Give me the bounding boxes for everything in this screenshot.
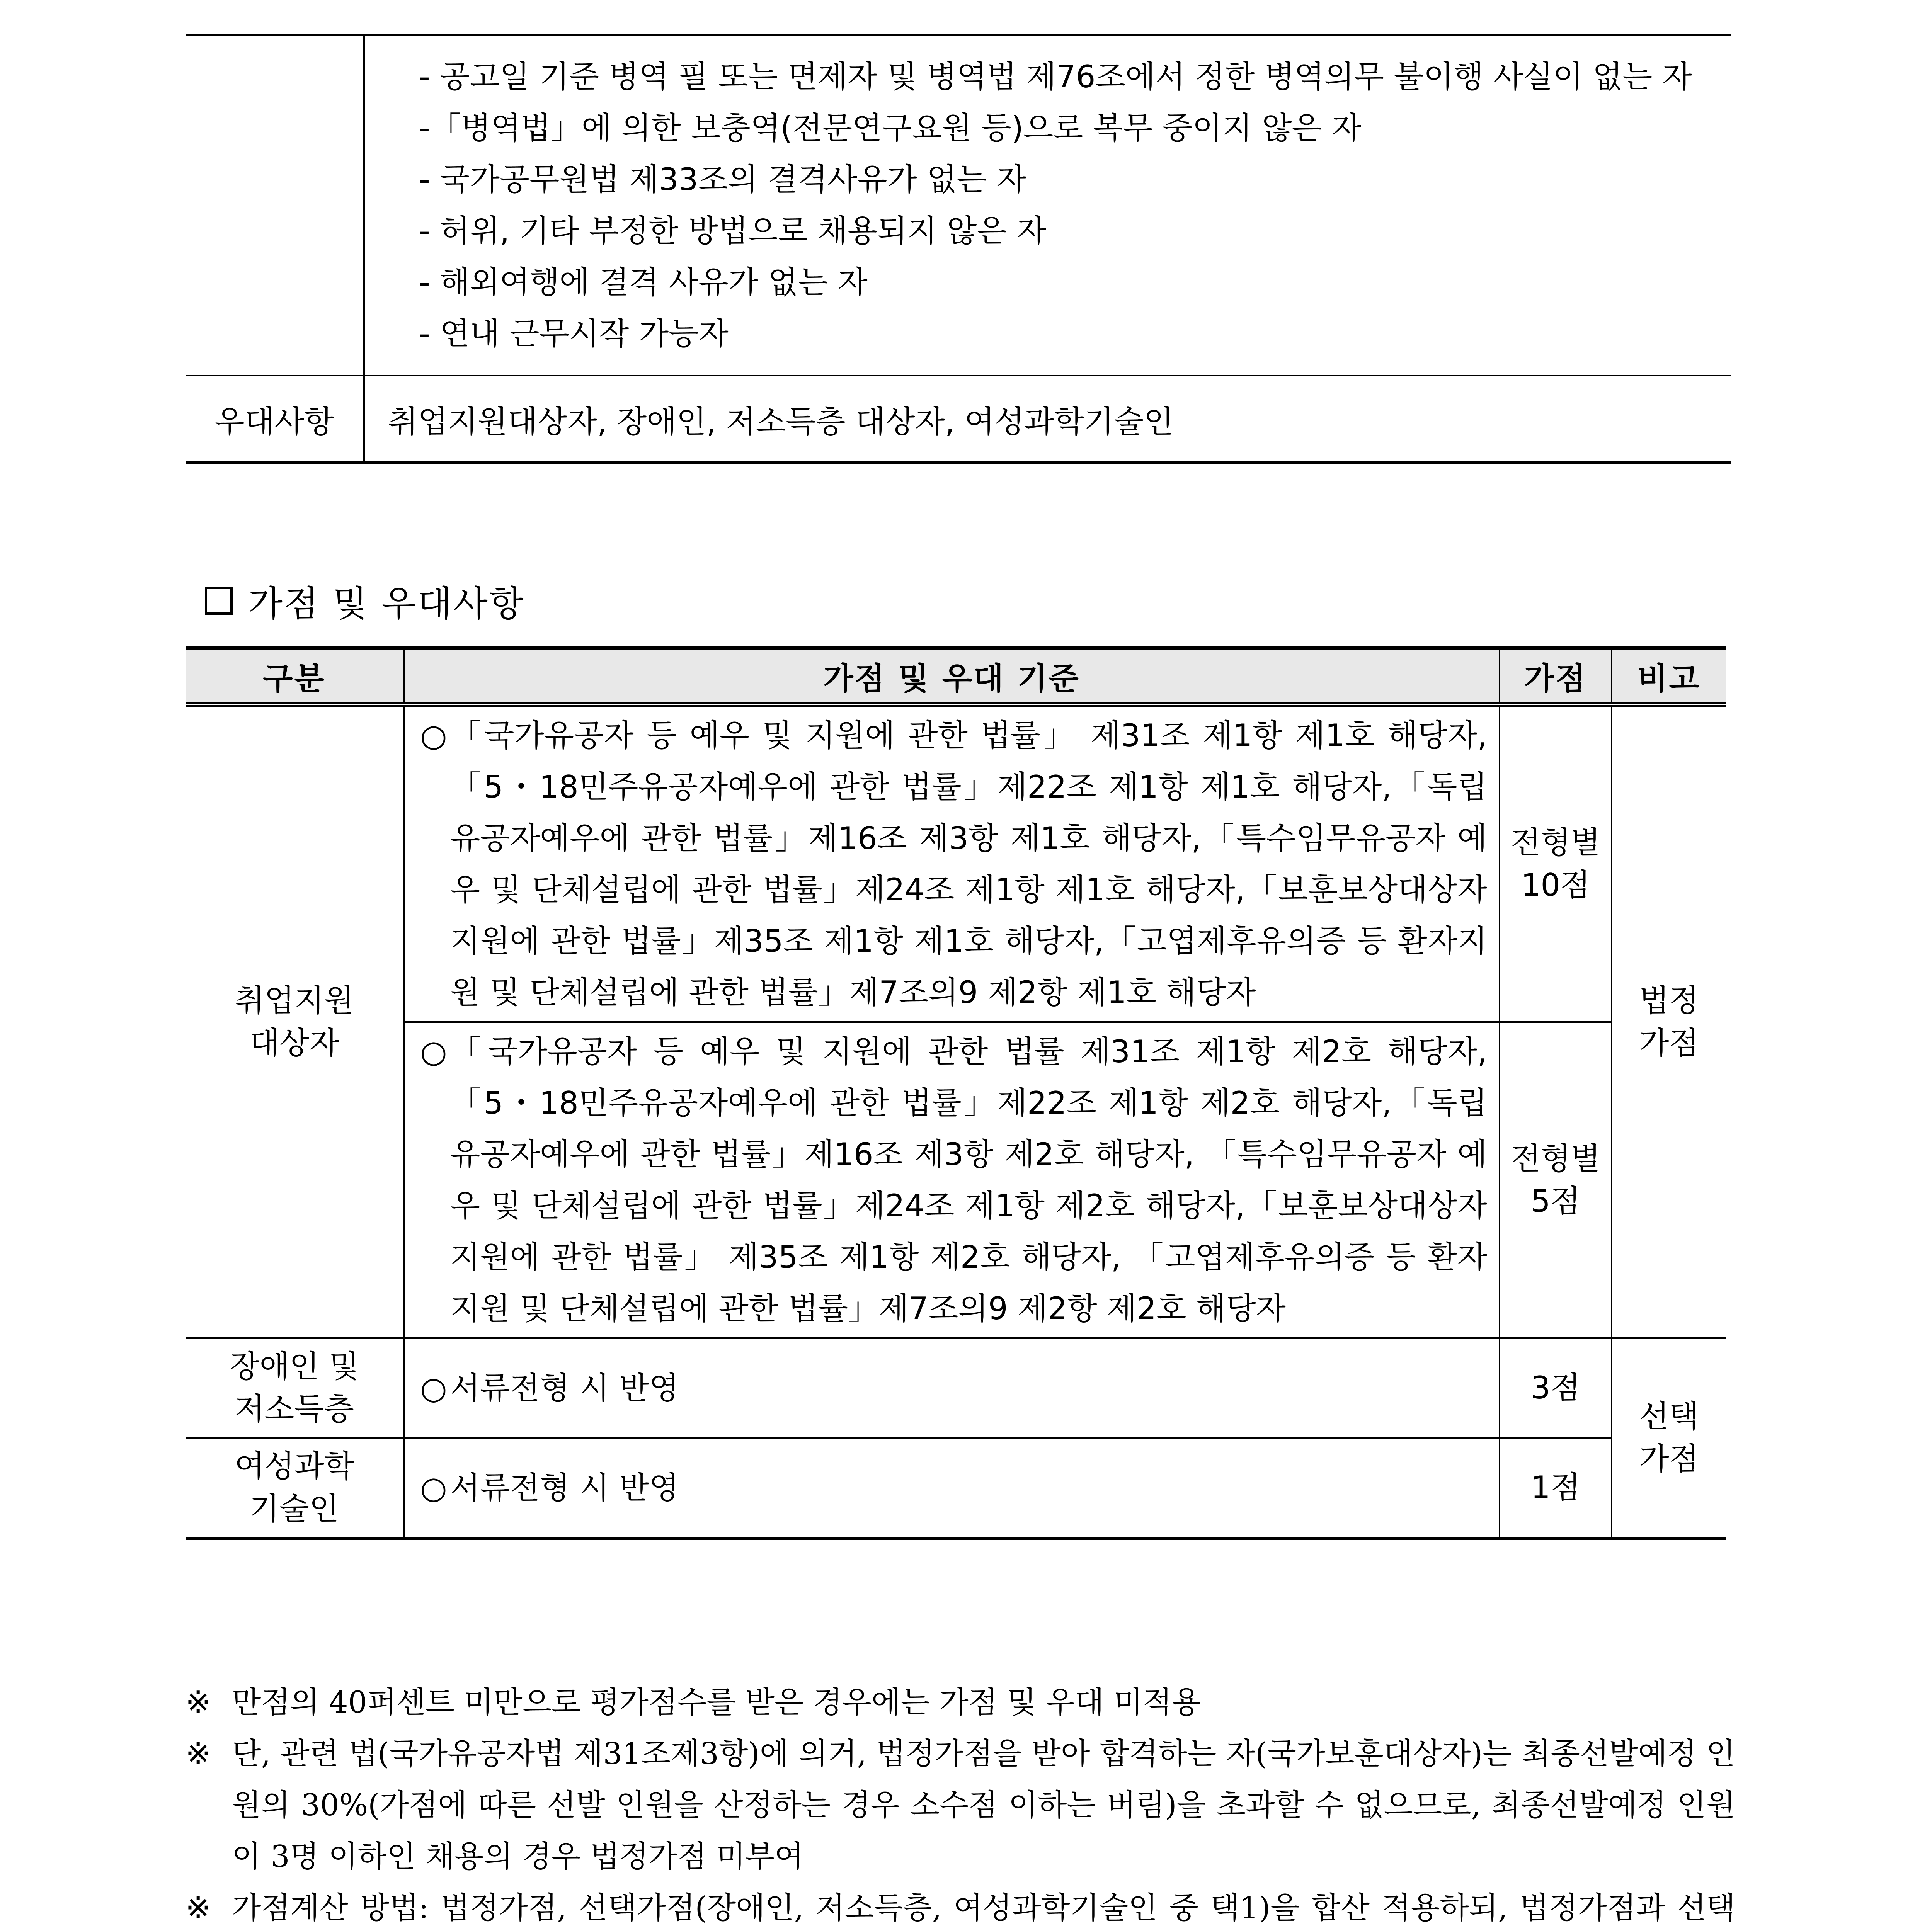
header-criteria: 가점 및 우대 기준 xyxy=(404,648,1500,704)
category-line: 대상자 xyxy=(249,1025,339,1061)
note xyxy=(186,1883,1735,1932)
criteria-item xyxy=(420,1362,1487,1414)
list-item: - 허위, 기타 부정한 방법으로 채용되지 않은 자 xyxy=(419,213,1047,249)
category-women-scientists xyxy=(186,1438,404,1538)
eligibility-label-cell xyxy=(186,35,364,376)
remark-line: 법정 xyxy=(1639,983,1699,1019)
note xyxy=(186,1728,1735,1883)
criteria-item xyxy=(420,1026,1487,1334)
note xyxy=(186,1677,1735,1728)
category-line: 저소득층 xyxy=(234,1391,354,1427)
category-line: 기술인 xyxy=(249,1491,339,1527)
note-text: 가점계산 방법: 법정가점, 선택가점(장애인, 저소득층, 여성과학기술인 중 택1)을 합산 적용하되, 법정가점과 선택 xyxy=(232,1891,1735,1925)
points-line: 10점 xyxy=(1521,867,1590,903)
remark-optional xyxy=(1612,1338,1726,1538)
note-text: 단, 관련 법(국가유공자법 제31조제3항)에 의거, 법정가점을 받아 합격하는 자(국가보훈대상자)는 최종선발예정 인원의 30%(가점에 따른 선발 인원을 산정하는 경우 소수점 이하는 버림)을 초과할 수 없으므로, 최종선발예정 인원이 3명 이하인 채용의 경우 법정가점 미부여 xyxy=(232,1736,1735,1874)
bullet-icon: ○ xyxy=(420,1370,447,1406)
points-line: 5점 xyxy=(1530,1183,1581,1219)
bullet-icon: ○ xyxy=(420,718,447,753)
criteria-text: 「국가유공자 등 예우 및 지원에 관한 법률 제31조 제1항 제2호 해당자,「5・18민주유공자예우에 관한 법률」제22조 제1항 제2호 해당자,「독립유공자예우에 관한 법률」제16조 제3항 제2호 해당자, 「특수임무유공자 예우 및 단체설립에 관한 법률」제24조 제1항 제2호 해당자,「보훈보상대상자지원에 관한 법률」 제35조 제1항 제2호 해당자, 「고엽제후유의증 등 환자지원 및 단체설립에 관한 법률」제7조의9 제2항 제2호 해당자 xyxy=(450,1034,1487,1327)
points-line: 전형별 xyxy=(1511,825,1600,861)
table-row xyxy=(186,704,1726,1022)
category-disabled-lowincome xyxy=(186,1338,404,1438)
checkbox-icon xyxy=(205,587,233,615)
remark-line: 가점 xyxy=(1639,1025,1699,1061)
preference-text: 취업지원대상자, 장애인, 저소득층 대상자, 여성과학기술인 xyxy=(364,376,1731,463)
points-cell: 3점 xyxy=(1500,1338,1612,1438)
note-text: 만점의 40퍼센트 미만으로 평가점수를 받은 경우에는 가점 및 우대 미적용 xyxy=(232,1685,1201,1720)
section-title: 가점 및 우대사항 xyxy=(248,583,525,624)
header-points: 가점 xyxy=(1500,648,1612,704)
points-cell xyxy=(1500,704,1612,1022)
criteria-text: 서류전형 시 반영 xyxy=(450,1370,679,1406)
preference-label: 우대사항 xyxy=(186,376,364,463)
header-remarks: 비고 xyxy=(1612,648,1726,704)
list-item: - 공고일 기준 병역 필 또는 면제자 및 병역법 제76조에서 정한 병역의무 불이행 사실이 없는 자 xyxy=(419,59,1692,95)
section-heading xyxy=(205,576,525,626)
table-header-row xyxy=(186,648,1726,704)
list-item: - 국가공무원법 제33조의 결격사유가 없는 자 xyxy=(419,162,1026,197)
list-item: -「병역법」에 의한 보충역(전문연구요원 등)으로 복무 중이지 않은 자 xyxy=(419,110,1362,146)
criteria-cell xyxy=(404,1438,1500,1538)
reference-mark-icon: ※ xyxy=(186,1891,211,1925)
reference-mark-icon: ※ xyxy=(186,1685,211,1720)
criteria-text: 서류전형 시 반영 xyxy=(450,1469,679,1506)
notes xyxy=(186,1677,1735,1932)
category-line: 여성과학 xyxy=(234,1448,354,1484)
category-line: 장애인 및 xyxy=(230,1349,359,1384)
table-row xyxy=(186,1022,1726,1338)
preference-row xyxy=(186,376,1731,463)
table-row xyxy=(186,1338,1726,1438)
category-employment-support xyxy=(186,704,404,1338)
table-row xyxy=(186,1438,1726,1538)
bonus-points-table xyxy=(186,646,1726,1540)
eligibility-list-cell xyxy=(364,35,1731,376)
category-line: 취업지원 xyxy=(234,983,354,1019)
criteria-item xyxy=(420,710,1487,1018)
list-item: - 해외여행에 결격 사유가 없는 자 xyxy=(419,264,868,300)
criteria-cell xyxy=(404,1338,1500,1438)
header-category: 구분 xyxy=(186,648,404,704)
remark-line: 선택 xyxy=(1639,1398,1699,1434)
criteria-text: 「국가유공자 등 예우 및 지원에 관한 법률」 제31조 제1항 제1호 해당자,「5・18민주유공자예우에 관한 법률」제22조 제1항 제1호 해당자,「독립유공자예우에 관한 법률」제16조 제3항 제1호 해당자,「특수임무유공자 예우 및 단체설립에 관한 법률」제24조 제1항 제1호 해당자,「보훈보상대상자지원에 관한 법률」제35조 제1항 제1호 해당자,「고엽제후유의증 등 환자지원 및 단체설립에 관한 법률」제7조의9 제2항 제1호 해당자 xyxy=(450,718,1487,1010)
bullet-icon: ○ xyxy=(420,1034,447,1070)
reference-mark-icon: ※ xyxy=(186,1736,211,1771)
points-line: 전형별 xyxy=(1511,1141,1600,1177)
criteria-item xyxy=(420,1462,1487,1514)
points-cell: 1점 xyxy=(1500,1438,1612,1538)
points-cell xyxy=(1500,1022,1612,1338)
list-item: - 연내 근무시작 가능자 xyxy=(419,316,729,352)
bullet-icon: ○ xyxy=(420,1469,447,1506)
remark-statutory xyxy=(1612,704,1726,1338)
criteria-cell xyxy=(404,704,1500,1022)
eligibility-row xyxy=(186,35,1731,376)
eligibility-list xyxy=(365,36,1731,375)
remark-line: 가점 xyxy=(1639,1441,1699,1477)
eligibility-table xyxy=(186,34,1731,464)
criteria-cell xyxy=(404,1022,1500,1338)
